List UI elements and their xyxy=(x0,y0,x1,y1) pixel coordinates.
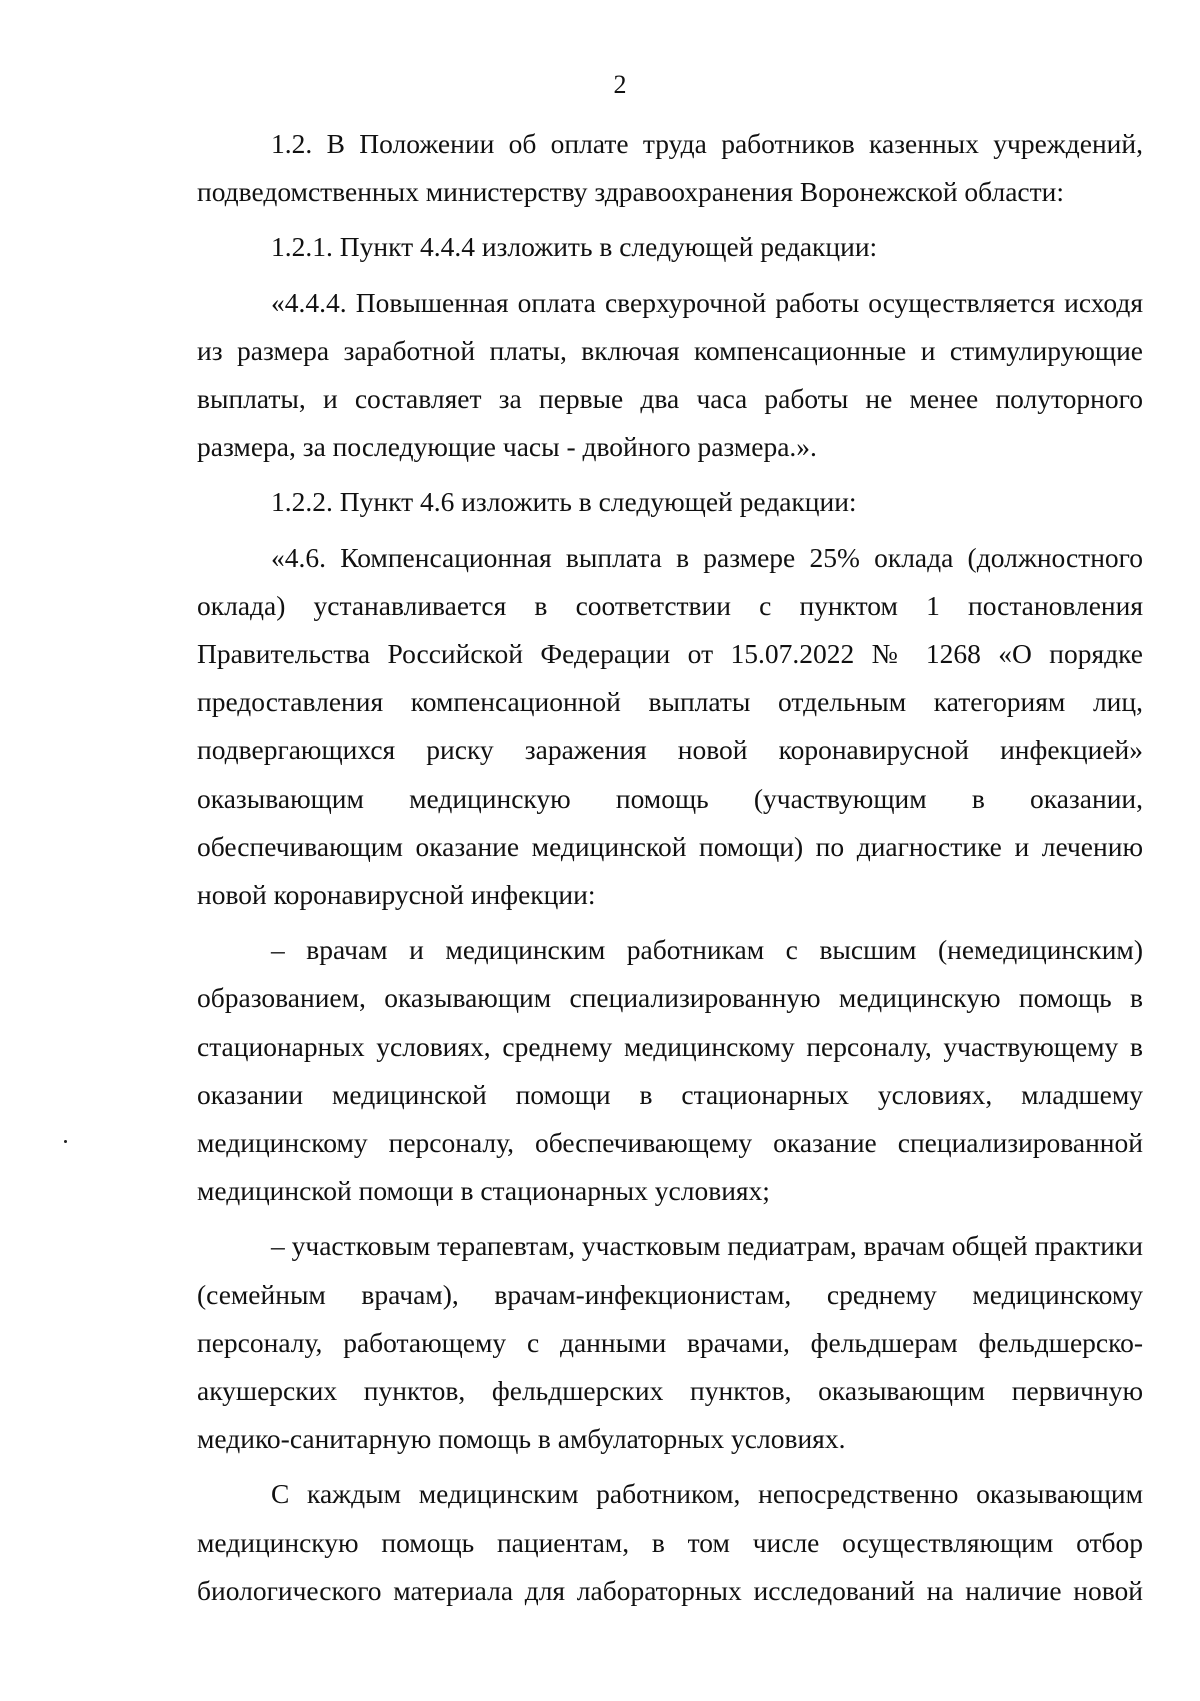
paragraph-1-2: 1.2. В Положении об оплате труда работников казенных учреждений, подведомственных министерству здравоохранения Воронежской области: xyxy=(197,128,1143,208)
document-body xyxy=(197,120,1143,1615)
paragraph-4-6: «4.6. Компенсационная выплата в размере 25% оклада (должностного оклада) устанавливается в соответствии с пунктом 1 постановления Правительства Российской Федерации от 15.07.2022 № 1268 «О порядке предоставления компенсационной выплаты отдельным категориям лиц, подвергающихся риску заражения новой коронавирусной инфекцией» оказывающим медицинскую помощь (участвующим в оказании, обеспечивающим оказание медицинской помощи) по диагностике и лечению новой коронавирусной инфекции: xyxy=(197,541,1143,911)
list-item-outpatient-staff: – участковым терапевтам, участковым педиатрам, врачам общей практики (семейным врачам), врачам-инфекционистам, среднему медицинскому персоналу, работающему с данными врачами, фельдшерам фельдшерско-акушерских пунктов, фельдшерских пунктов, оказывающим первичную медико-санитарную помощь в амбулаторных условиях. xyxy=(197,1230,1143,1455)
paragraph-1-2-1: 1.2.1. Пункт 4.4.4 изложить в следующей редакции: xyxy=(271,231,878,263)
page-number: 2 xyxy=(613,70,627,99)
list-item-hospital-staff: – врачам и медицинским работникам с высшим (немедицинским) образованием, оказывающим специализированную медицинскую помощь в стационарных условиях, среднему медицинскому персоналу, участвующему в оказании медицинской помощи в стационарных условиях, младшему медицинскому персоналу, обеспечивающему оказание специализированной медицинской помощи в стационарных условиях; xyxy=(197,934,1143,1207)
paragraph-1-2-2: 1.2.2. Пункт 4.6 изложить в следующей редакции: xyxy=(271,486,857,518)
paragraph-each-worker: С каждым медицинским работником, непосредственно оказывающим медицинскую помощь пациентам, в том числе осуществляющим отбор биологического материала для лабораторных исследований на наличие новой xyxy=(197,1478,1143,1606)
scan-speck xyxy=(64,1140,67,1143)
paragraph-4-4-4: «4.4.4. Повышенная оплата сверхурочной работы осуществляется исходя из размера заработной платы, включая компенсационные и стимулирующие выплаты, и составляет за первые два часа работы не менее полуторного размера, за последующие часы - двойного размера.». xyxy=(197,286,1143,463)
